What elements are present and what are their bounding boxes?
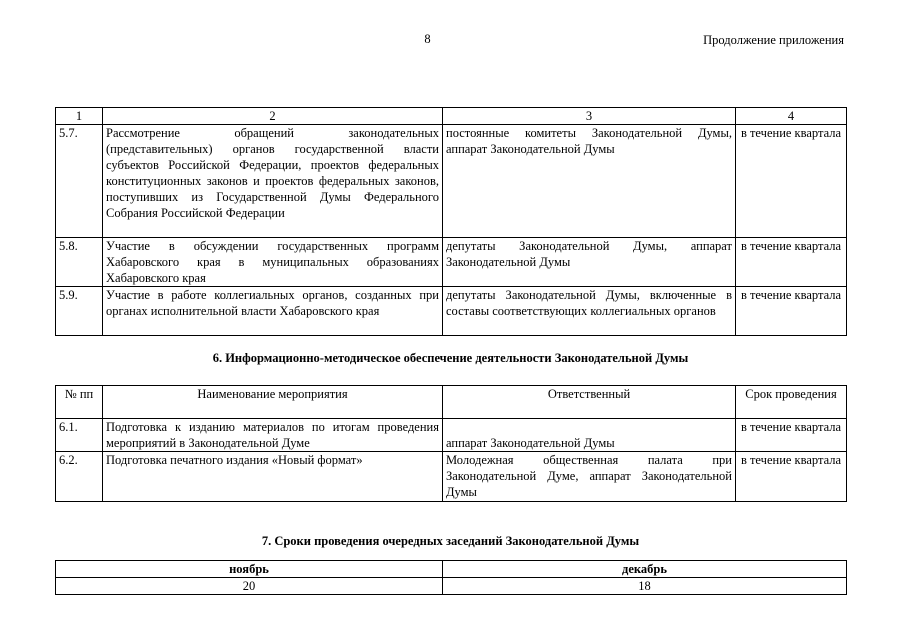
- event-cell: Подготовка печатного издания «Новый формат»: [103, 452, 443, 502]
- month-december: декабрь: [443, 561, 847, 578]
- month-header-row: [56, 561, 847, 578]
- header-num: № пп: [56, 386, 103, 419]
- column-number: 1: [56, 108, 103, 125]
- column-number: 2: [103, 108, 443, 125]
- term-cell: в течение квартала: [736, 419, 847, 452]
- responsible-cell: депутаты Законодательной Думы, включенные в составы соответствующих коллегиальных органов: [443, 287, 736, 336]
- table-section-6: [55, 385, 847, 502]
- section-6-title: 6. Информационно-методическое обеспечение деятельности Законодательной Думы: [212, 351, 689, 365]
- header-responsible: Ответственный: [443, 386, 736, 419]
- event-cell: Подготовка к изданию материалов по итогам проведения мероприятий в Законодательной Думе: [103, 419, 443, 452]
- event-cell: Участие в обсуждении государственных программ Хабаровского края в муниципальных образованиях Хабаровского края: [103, 238, 443, 287]
- row-number: 6.2.: [56, 452, 103, 502]
- table-row: [56, 419, 847, 452]
- responsible-cell: депутаты Законодательной Думы, аппарат Законодательной Думы: [443, 238, 736, 287]
- table-row: [56, 125, 847, 238]
- column-number: 3: [443, 108, 736, 125]
- section-7-title: 7. Сроки проведения очередных заседаний Законодательной Думы: [261, 534, 640, 548]
- responsible-cell: постоянные комитеты Законодательной Думы, аппарат Законодательной Думы: [443, 125, 736, 238]
- term-cell: в течение квартала: [736, 452, 847, 502]
- session-date-row: [56, 578, 847, 595]
- row-number: 5.9.: [56, 287, 103, 336]
- continuation-label: Продолжение приложения: [703, 33, 844, 47]
- header-term: Срок проведения: [736, 386, 847, 419]
- header-event: Наименование мероприятия: [103, 386, 443, 419]
- responsible-cell: Молодежная общественная палата при Законодательной Думе, аппарат Законодательной Думы: [443, 452, 736, 502]
- row-number: 5.7.: [56, 125, 103, 238]
- responsible-cell: аппарат Законодательной Думы: [443, 419, 736, 452]
- event-cell: Рассмотрение обращений законодательных (представительных) органов государственной власти субъектов Российской Федерации, проектов федеральных конституционных законов и проектов федеральных законов, поступивших из Государственной Думы Федерального Собрания Российской Федерации: [103, 125, 443, 238]
- row-number: 6.1.: [56, 419, 103, 452]
- header-row: [56, 386, 847, 419]
- term-cell: в течение квартала: [736, 287, 847, 336]
- table-section-7: [55, 560, 847, 595]
- table-row: [56, 452, 847, 502]
- page-number: 8: [424, 32, 431, 46]
- column-number: 4: [736, 108, 847, 125]
- row-number: 5.8.: [56, 238, 103, 287]
- term-cell: в течение квартала: [736, 238, 847, 287]
- event-cell: Участие в работе коллегиальных органов, созданных при органах исполнительной власти Хабаровского края: [103, 287, 443, 336]
- table-row: [56, 287, 847, 336]
- table-section-5: [55, 107, 847, 336]
- column-number-row: [56, 108, 847, 125]
- session-date: 18: [443, 578, 847, 595]
- session-date: 20: [56, 578, 443, 595]
- term-cell: в течение квартала: [736, 125, 847, 238]
- month-november: ноябрь: [56, 561, 443, 578]
- table-row: [56, 238, 847, 287]
